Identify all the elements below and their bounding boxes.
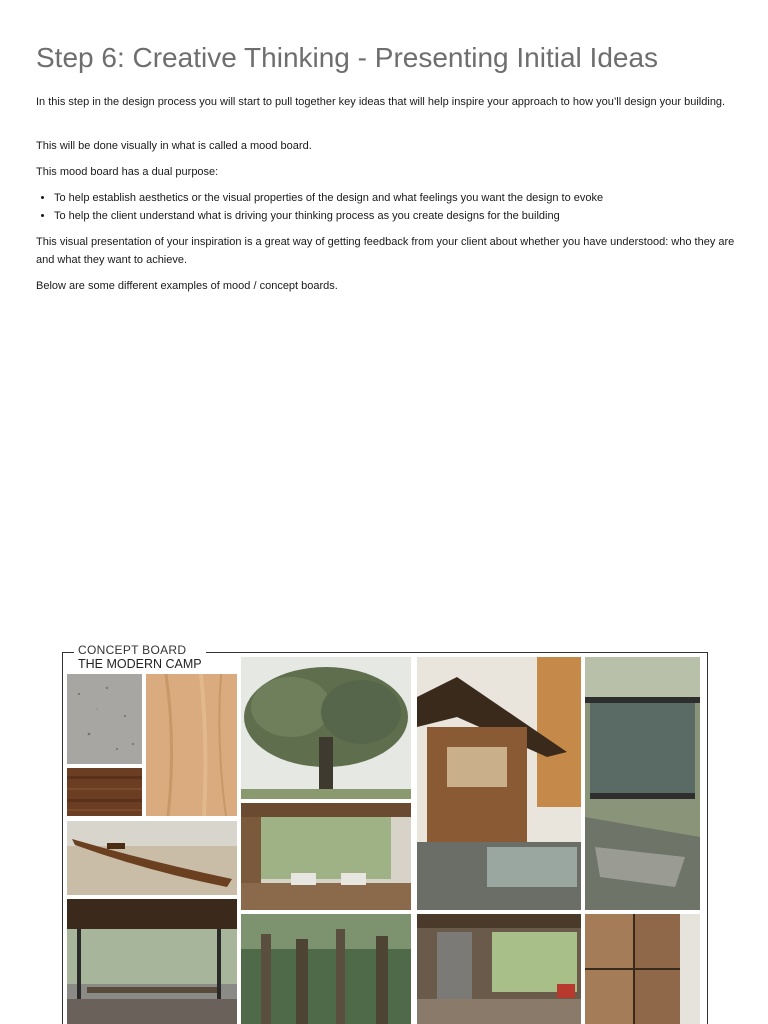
feedback-paragraph: This visual presentation of your inspiration is a great way of getting feedback from your client about whether you have understood: who they are and what they want to achieve. (36, 236, 735, 266)
fireplace-lounge-photo (417, 914, 581, 1024)
dual-purpose-paragraph: This mood board has a dual purpose: (36, 166, 219, 178)
examples-paragraph: Below are some different examples of mood / concept boards. (36, 280, 338, 292)
dark-wood-texture-image (67, 768, 142, 816)
lake-house-photo (417, 657, 581, 910)
light-wood-texture-image (146, 674, 237, 816)
concept-board-subheading: THE MODERN CAMP (78, 657, 202, 671)
concept-board-heading: CONCEPT BOARD (78, 643, 187, 657)
living-room-photo (241, 803, 411, 910)
pavilion-interior-photo (67, 899, 237, 1024)
oak-tree-photo (241, 657, 411, 799)
wood-panel-wall-photo (585, 914, 700, 1024)
list-item: • To help the client understand what is driving your thinking process as you create designs for the building (54, 207, 754, 225)
intro-paragraph: In this step in the design process you will start to pull together key ideas that will help inspire your approach to how you’ll design your building. (36, 96, 726, 108)
concept-board-header (74, 643, 206, 672)
purpose-list (36, 189, 754, 225)
glass-house-forest-photo (585, 657, 700, 910)
page-title: Step 6: Creative Thinking - Presenting Initial Ideas (36, 42, 659, 73)
concrete-texture-image (67, 674, 142, 764)
mood-board-paragraph: This will be done visually in what is called a mood board. (36, 140, 312, 152)
cypress-swamp-photo (241, 914, 411, 1024)
list-item: • To help establish aesthetics or the visual properties of the design and what feelings you want the design to evoke (54, 189, 754, 207)
canoe-photo (67, 821, 237, 895)
